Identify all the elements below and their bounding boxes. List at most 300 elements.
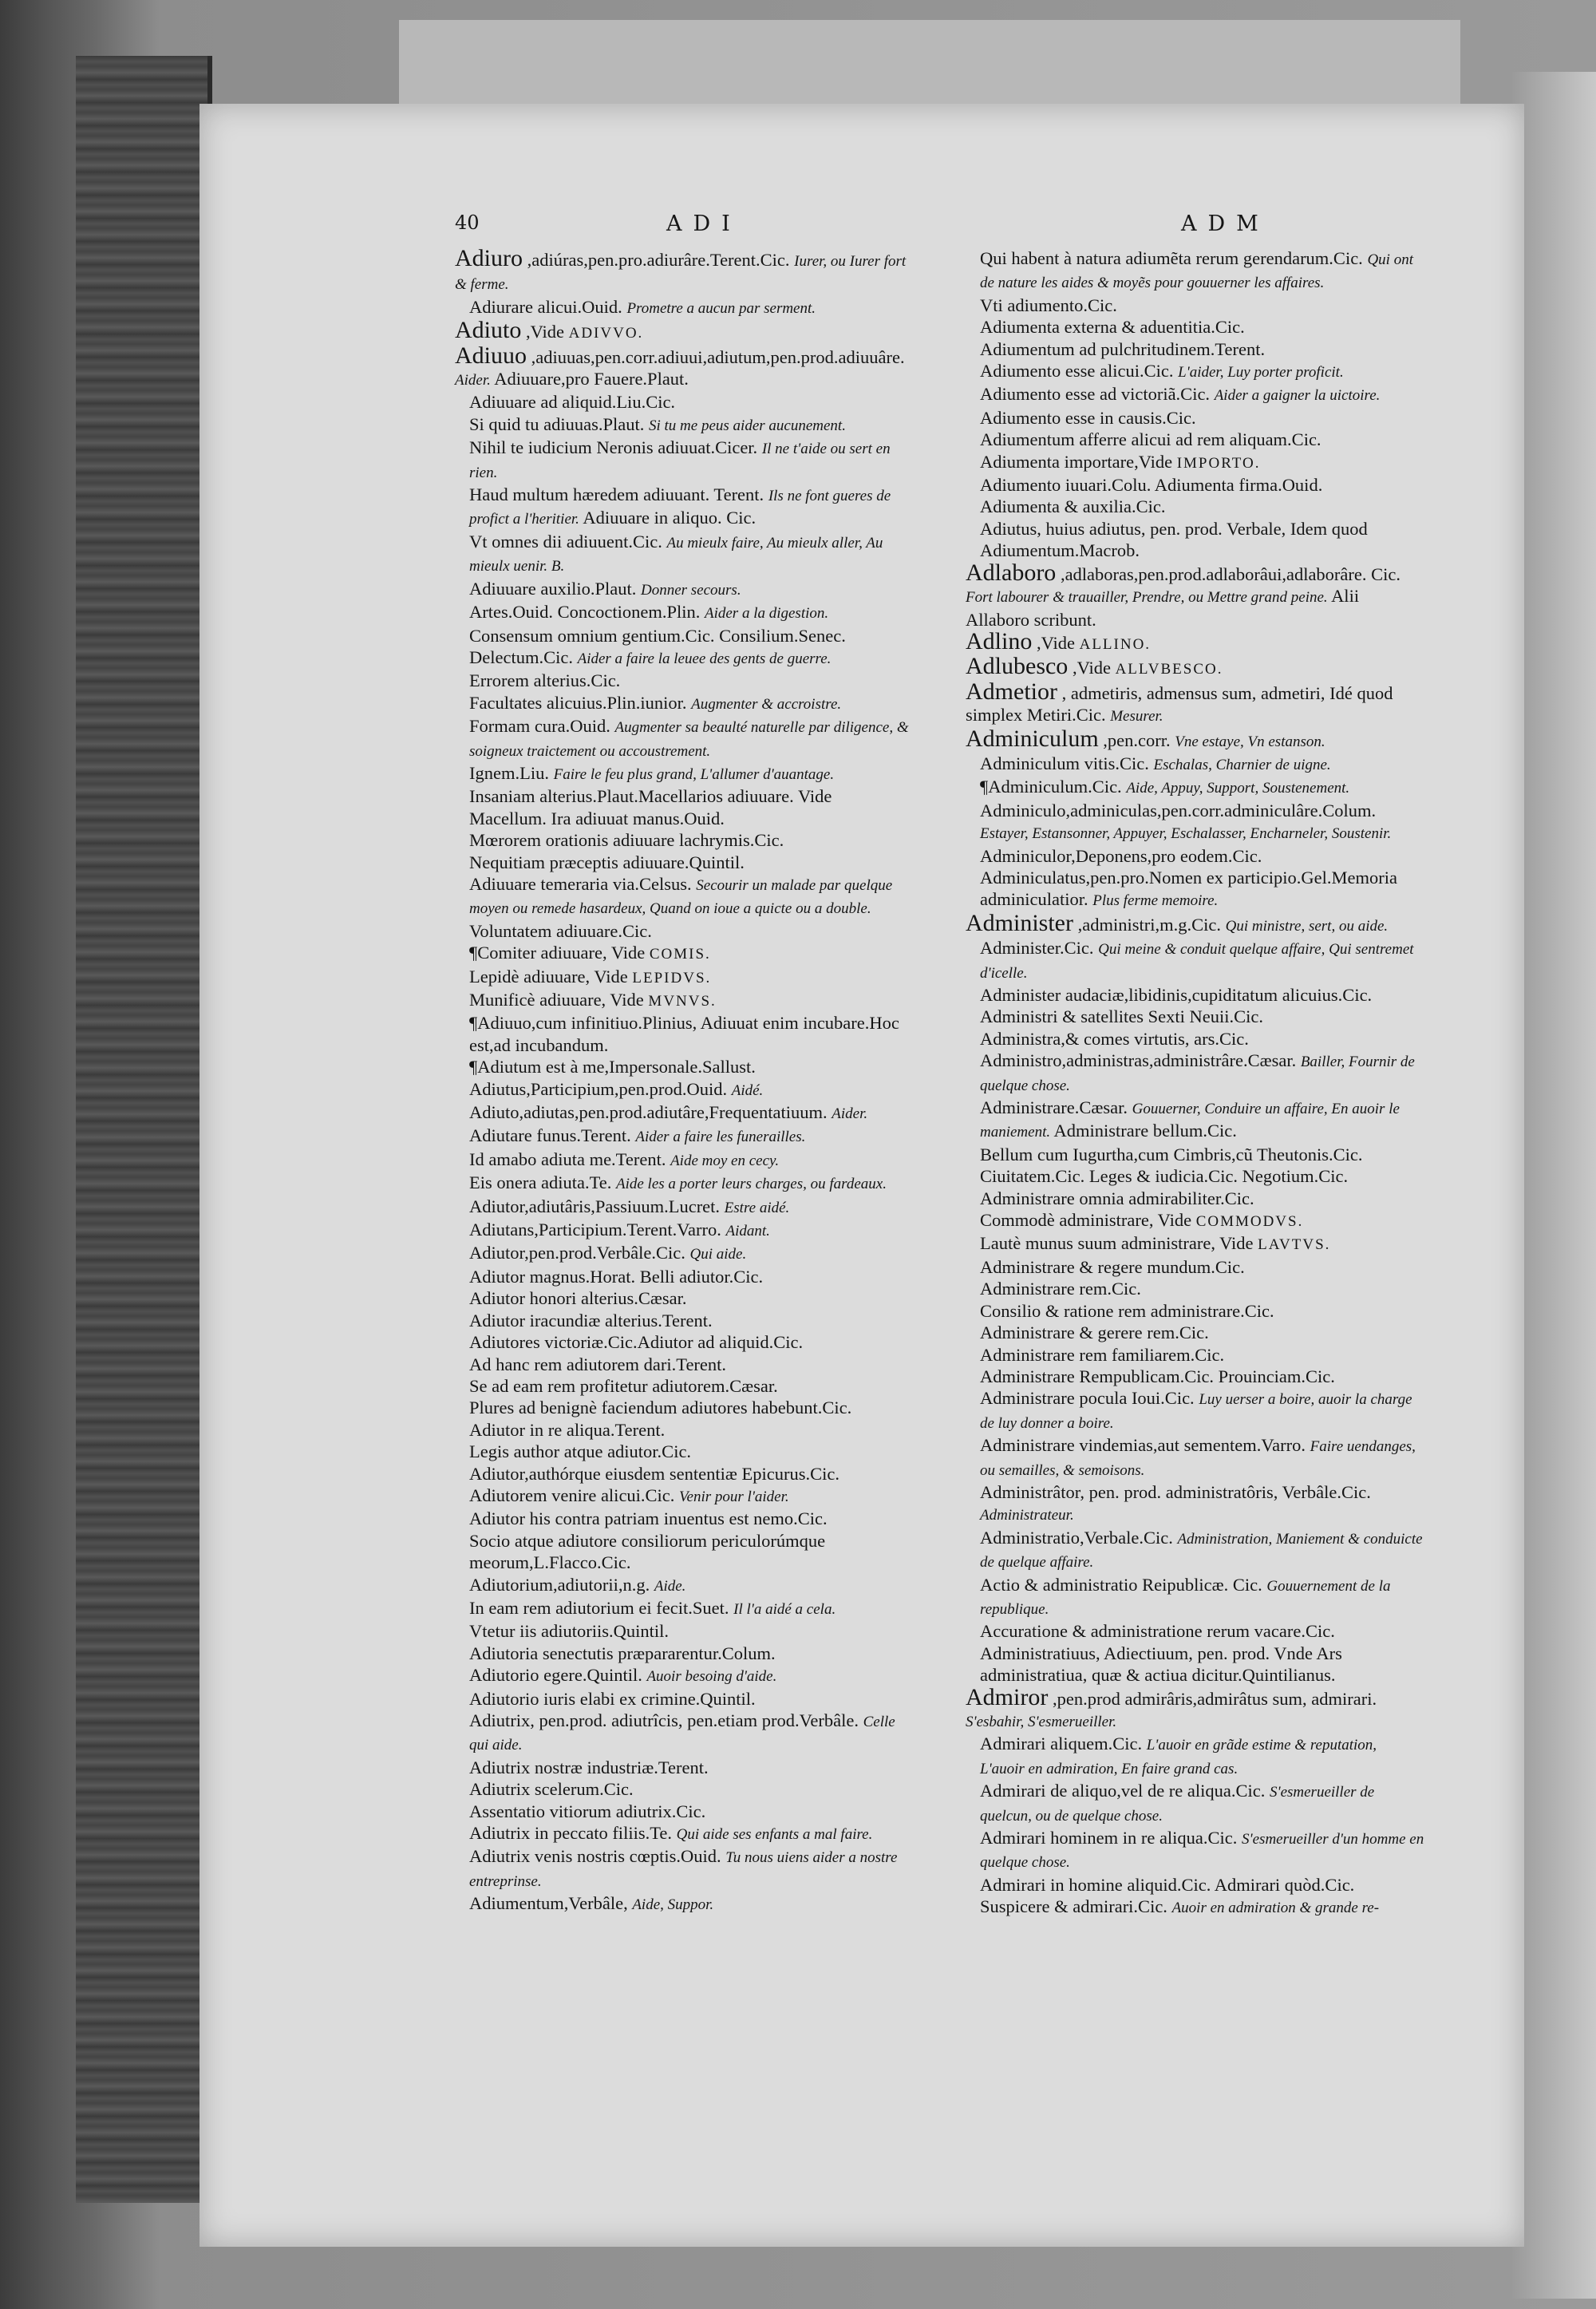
dictionary-entry xyxy=(455,1219,910,1242)
entry-french-gloss: Auoir en admiration & grande re- xyxy=(1171,1900,1380,1917)
entry-latin-text: Administratio,Verbale.Cic. xyxy=(980,1527,1173,1548)
entry-french-gloss: Aidant. xyxy=(725,1223,770,1240)
dictionary-entry xyxy=(455,1242,910,1265)
dictionary-entry xyxy=(455,1620,910,1642)
entry-cross-reference: IMPORTO. xyxy=(1176,454,1261,472)
entry-latin-text: ,adiúras,pen.pro.adiurâre.Terent.Cic. xyxy=(527,250,790,270)
entry-latin-text: Adiutrix, pen.prod. adiutrîcis, pen.etiam prod.Verbâle. xyxy=(469,1710,859,1730)
entry-headword: Adminiculum xyxy=(966,725,1099,752)
entry-latin-text: Adiutor iracundiæ alterius.Terent. xyxy=(469,1310,713,1330)
dictionary-entry xyxy=(966,1620,1424,1642)
entry-latin-text: Adminiculor,Deponens,pro eodem.Cic. xyxy=(980,845,1262,866)
entry-french-gloss: Luy uerser a boire, auoir la charge de luy donner a boire. xyxy=(980,1391,1412,1432)
dictionary-entry xyxy=(966,655,1424,680)
entry-latin-text: Eis onera adiuta.Te. xyxy=(469,1172,612,1193)
entry-latin-text: ,Vide xyxy=(525,322,569,342)
entry-latin-text: Adiumentum afferre alicui ad rem aliquam.Cic. xyxy=(980,429,1321,450)
dictionary-entry xyxy=(966,845,1424,867)
entry-french-gloss: Augmenter sa beaulté naturelle par diligence, & soigneux traictement ou accoustrement. xyxy=(469,719,909,760)
dictionary-entry xyxy=(966,1683,1424,1734)
entry-french-gloss: Au mieulx faire, Au mieulx aller, Au mieulx uenir. B. xyxy=(469,534,883,575)
entry-latin-text: Vtetur iis adiutoriis.Quintil. xyxy=(469,1621,669,1642)
dictionary-entry xyxy=(455,1597,910,1620)
entry-headword: Adiuro xyxy=(455,245,523,271)
dictionary-entry xyxy=(455,531,910,578)
entry-latin-text: Assentatio vitiorum adiutrix.Cic. xyxy=(469,1801,706,1821)
dictionary-entry xyxy=(455,1419,910,1441)
entry-french-gloss: Gouuerner, Conduire un affaire, En auoir le maniement. xyxy=(980,1101,1400,1141)
entry-latin-text: Adiumentum,Verbâle, xyxy=(469,1893,628,1914)
entry-french-gloss: Secourir un malade par quelque moyen ou remede hasardeux, Quand on ioue a quicte ou a double. xyxy=(469,876,893,918)
entry-latin-text: Adiumenta externa & aduentitia.Cic. xyxy=(980,317,1245,338)
entry-latin-text: Artes.Ouid. Concoctionem.Plin. xyxy=(469,602,701,623)
entry-headword: Adiuuo xyxy=(455,342,527,369)
entry-latin-text: ¶Adminiculum.Cic. xyxy=(980,777,1122,797)
entry-latin-text: Se ad eam rem profitetur adiutorem.Cæsar. xyxy=(469,1375,778,1396)
entry-latin-text: Suspicere & admirari.Cic. xyxy=(980,1896,1167,1917)
entry-latin-text: Mœrorem orationis adiuuare lachrymis.Cic. xyxy=(469,830,784,851)
entry-latin-text: Administrare Rempublicam.Cic. Prouinciam.Cic. xyxy=(980,1366,1335,1386)
entry-french-gloss: Estayer, Estansonner, Appuyer, Eschalasser, Encharneler, Soustenir. xyxy=(980,825,1392,843)
dictionary-entry xyxy=(455,1822,910,1845)
dictionary-entry xyxy=(455,1078,910,1101)
dictionary-entry xyxy=(455,1149,910,1172)
dictionary-entry xyxy=(455,1012,910,1056)
dictionary-entry xyxy=(966,559,1424,631)
entry-latin-text: Administrare vindemias,aut sementem.Varro. xyxy=(980,1435,1306,1456)
dictionary-entry xyxy=(455,670,910,691)
entry-french-gloss: Aider a faire les funerailles. xyxy=(635,1129,806,1146)
dictionary-entry xyxy=(455,296,910,319)
entry-latin-text: Lepidè adiuuare, Vide xyxy=(469,966,633,986)
entry-latin-text: Formam cura.Ouid. xyxy=(469,716,610,737)
entry-latin-text: ¶Adiutum est à me,Impersonale.Sallust. xyxy=(469,1057,756,1077)
right-column xyxy=(966,247,1424,1920)
entry-latin-text: Errorem alterius.Cic. xyxy=(469,670,621,691)
entry-latin-text: Plures ad benignè faciendum adiutores habebunt.Cic. xyxy=(469,1398,852,1418)
entry-latin-text: Adminiculo,adminiculas,pen.corr.adminiculâre.Colum. xyxy=(980,800,1377,820)
dictionary-entry xyxy=(966,1165,1424,1187)
entry-latin-text: Ad hanc rem adiutorem dari.Terent. xyxy=(469,1354,727,1374)
entry-cross-reference: LAVTVS. xyxy=(1258,1236,1331,1254)
entry-latin-text: Munificè adiuuare, Vide xyxy=(469,990,649,1010)
dictionary-entry xyxy=(455,578,910,601)
dictionary-entry xyxy=(455,873,910,942)
entry-latin-text: Adminiculatus,pen.pro.Nomen ex participio.Gel.Memoria adminiculatior. xyxy=(980,867,1397,910)
entry-french-gloss: Aider. xyxy=(455,372,491,389)
entry-latin-text: Adiumenta & auxilia.Cic. xyxy=(980,496,1166,517)
dictionary-entry xyxy=(966,383,1424,406)
entry-french-gloss: Aider a faire la leuee des gents de guerre. xyxy=(577,650,832,667)
entry-headword: Admiror xyxy=(966,1683,1049,1710)
entry-french-gloss: Qui meine & conduit quelque affaire, Qui sentremet d'icelle. xyxy=(980,941,1414,982)
torn-top-edge xyxy=(399,20,1460,110)
entry-latin-text: Adiumenta importare,Vide xyxy=(980,451,1177,472)
dictionary-entry xyxy=(455,1354,910,1375)
dictionary-entry xyxy=(966,627,1424,655)
entry-latin-text: Adiutare funus.Terent. xyxy=(469,1125,631,1146)
entry-headword: Adiuto xyxy=(455,317,522,344)
entry-latin-text: Adiutrix venis nostris cœptis.Ouid. xyxy=(469,1846,721,1867)
dictionary-entry xyxy=(966,1050,1424,1097)
dictionary-entry xyxy=(455,829,910,851)
dictionary-entry xyxy=(966,1827,1424,1874)
entry-french-gloss: Celle qui aide. xyxy=(469,1714,895,1754)
entry-french-gloss: S'esmerueiller de quelcun, ou de quelque chose. xyxy=(980,1784,1375,1825)
entry-cross-reference: ALLINO. xyxy=(1079,635,1152,653)
entry-latin-text: Ignem.Liu. xyxy=(469,762,549,783)
dictionary-entry xyxy=(455,1125,910,1148)
entry-headword: Adlaboro xyxy=(966,559,1057,586)
dictionary-entry xyxy=(455,1463,910,1485)
entry-latin-text: Consensum omnium gentium.Cic. Consilium.Senec. xyxy=(469,625,846,646)
entry-latin-text: Admirari hominem in re aliqua.Cic. xyxy=(980,1828,1238,1848)
entry-latin-text: ,administri,m.g.Cic. xyxy=(1077,914,1221,935)
entry-latin-text: Adiutrix nostræ industriæ.Terent. xyxy=(469,1757,709,1777)
entry-french-gloss: Tu nous uiens aider a nostre entreprinse. xyxy=(469,1849,898,1890)
dictionary-entry xyxy=(966,1144,1424,1165)
dictionary-entry xyxy=(455,1056,910,1077)
entry-latin-text: Id amabo adiuta me.Terent. xyxy=(469,1149,666,1169)
entry-latin-text: Adiutores victoriæ.Cic.Adiutor ad aliquid.Cic. xyxy=(469,1332,804,1353)
entry-latin-text: ,adlaboras,pen.prod.adlaborâui,adlaborâre. Cic. xyxy=(1060,563,1401,584)
entry-latin-text: Administrare & gerere rem.Cic. xyxy=(980,1323,1209,1343)
entry-latin-text: Adiutor,adiutâris,Passiuum.Lucret. xyxy=(469,1196,721,1216)
dictionary-entry xyxy=(455,319,910,344)
entry-latin-text: Administrare & regere mundum.Cic. xyxy=(980,1256,1245,1277)
entry-french-gloss: Qui aide. xyxy=(689,1246,747,1263)
dictionary-entry xyxy=(455,1757,910,1778)
entry-latin-text: Haud multum hæredem adiuuant. Terent. xyxy=(469,484,764,505)
dictionary-entry xyxy=(966,1874,1424,1896)
dictionary-entry xyxy=(966,725,1424,753)
entry-latin-text: Adiutrix scelerum.Cic. xyxy=(469,1779,634,1800)
entry-latin-text: Vt omnes dii adiuuent.Cic. xyxy=(469,531,662,552)
entry-latin-text: Adiutorio egere.Quintil. xyxy=(469,1665,642,1686)
entry-latin-text: Facultates alicuius.Plin.iunior. xyxy=(469,692,687,713)
entry-french-gloss: L'aider, Luy porter proficit. xyxy=(1178,364,1344,382)
dictionary-entry xyxy=(455,247,910,296)
entry-latin-text: Administri & satellites Sexti Neuii.Cic. xyxy=(980,1006,1263,1027)
dictionary-entry xyxy=(455,1485,910,1508)
dictionary-entry xyxy=(455,625,910,646)
dictionary-entry xyxy=(455,1664,910,1687)
entry-latin-text: Adiutorio iuris elabi ex crimine.Quintil. xyxy=(469,1688,756,1709)
dictionary-entry xyxy=(455,1287,910,1309)
dictionary-entry xyxy=(966,338,1424,360)
entry-latin-text: Adiuuare in aliquo. Cic. xyxy=(583,508,757,528)
entry-latin-text: Actio & administratio Reipublicæ. Cic. xyxy=(980,1574,1262,1595)
entry-cross-reference: ADIVVO. xyxy=(568,325,644,342)
dictionary-entry xyxy=(455,1778,910,1800)
dictionary-entry xyxy=(455,1101,910,1125)
dictionary-entry xyxy=(455,646,910,670)
dictionary-entry xyxy=(455,785,910,829)
dictionary-entry xyxy=(966,429,1424,450)
entry-latin-text: ,pen.prod admirâris,admirâtus sum, admirari. xyxy=(1052,1688,1377,1709)
entry-latin-text: Adiutor in re aliqua.Terent. xyxy=(469,1419,666,1440)
dictionary-entry xyxy=(455,1530,910,1574)
dictionary-entry xyxy=(455,762,910,785)
entry-cross-reference: MVNVS. xyxy=(648,993,717,1010)
entry-french-gloss: Il ne t'aide ou sert en rien. xyxy=(469,441,891,481)
entry-latin-text: Adminiculum vitis.Cic. xyxy=(980,753,1149,773)
entry-cross-reference: LEPIDVS. xyxy=(632,969,712,986)
entry-latin-text: Vti adiumento.Cic. xyxy=(980,295,1117,315)
dictionary-entry xyxy=(455,1375,910,1397)
entry-french-gloss: Aider a la digestion. xyxy=(704,605,829,623)
entry-french-gloss: Aider a gaigner la uictoire. xyxy=(1214,387,1381,405)
entry-latin-text: Admirari in homine aliquid.Cic. Admirari quòd.Cic. xyxy=(980,1874,1355,1895)
entry-latin-text: Adiuuare,pro Fauere.Plaut. xyxy=(494,369,689,389)
dictionary-entry xyxy=(966,1527,1424,1574)
dictionary-entry xyxy=(966,1232,1424,1255)
entry-latin-text: Adiumento esse ad victoriã.Cic. xyxy=(980,384,1211,405)
entry-latin-text: Adiumento esse in causis.Cic. xyxy=(980,407,1196,428)
entry-latin-text: Delectum.Cic. xyxy=(469,646,573,667)
entry-latin-text: ,Vide xyxy=(1072,658,1116,678)
dictionary-entry xyxy=(455,1643,910,1664)
entry-french-gloss: Il l'a aidé a cela. xyxy=(733,1600,836,1618)
entry-french-gloss: Vne estaye, Vn estanson. xyxy=(1175,733,1325,750)
entry-latin-text: Nihil te iudicium Neronis adiuuat.Cicer. xyxy=(469,437,758,458)
dictionary-entry xyxy=(966,1366,1424,1387)
entry-french-gloss: Qui ministre, sert, ou aide. xyxy=(1225,917,1389,935)
entry-french-gloss: Gouuernement de la republique. xyxy=(980,1577,1391,1618)
dictionary-entry xyxy=(455,1441,910,1462)
entry-french-gloss: Aide, Suppor. xyxy=(632,1896,714,1914)
entry-latin-text: Adiumentum ad pulchritudinem.Terent. xyxy=(980,338,1266,359)
dictionary-entry xyxy=(966,909,1424,937)
entry-latin-text: Administrare omnia admirabiliter.Cic. xyxy=(980,1188,1254,1208)
dictionary-entry xyxy=(966,1643,1424,1686)
entry-french-gloss: Faire le feu plus grand, L'allumer d'auantage. xyxy=(553,765,835,783)
entry-french-gloss: Venir pour l'aider. xyxy=(679,1488,789,1505)
entry-french-gloss: L'auoir en grãde estime & reputation, L'auoir en admiration, En faire grand cas. xyxy=(980,1737,1377,1777)
entry-latin-text: Ciuitatem.Cic. Leges & iudicia.Cic. Negotium.Cic. xyxy=(980,1166,1349,1187)
entry-latin-text: Adiutus, huius adiutus, pen. prod. Verbale, Idem quod Adiumentum.Macrob. xyxy=(980,518,1368,561)
page-number: 40 xyxy=(455,212,480,234)
entry-latin-text: In eam rem adiutorium ei fecit.Suet. xyxy=(469,1597,729,1618)
dictionary-entry xyxy=(455,715,910,762)
dictionary-entry xyxy=(455,966,910,989)
entry-french-gloss: Si tu me peus aider aucunement. xyxy=(649,417,846,434)
entry-latin-text: ¶Comiter adiuuare, Vide xyxy=(469,943,650,963)
dictionary-entry xyxy=(455,1310,910,1331)
entry-latin-text: Administra,& comes virtutis, ars.Cic. xyxy=(980,1028,1249,1049)
entry-latin-text: Adiutus,Participium,pen.prod.Ouid. xyxy=(469,1078,728,1099)
dictionary-entry xyxy=(966,1387,1424,1434)
dictionary-entry xyxy=(455,342,910,392)
entry-cross-reference: ALLVBESCO. xyxy=(1115,661,1223,678)
dictionary-entry xyxy=(455,1801,910,1822)
dictionary-entry xyxy=(966,1097,1424,1144)
entry-latin-text: Adiurare alicui.Ouid. xyxy=(469,296,622,317)
entry-latin-text: Administratiuus, Adiectiuum, pen. prod. Vnde Ars administratiua, quæ & actiua dicitur.Quintilianus. xyxy=(980,1643,1342,1686)
dictionary-entry xyxy=(455,692,910,715)
dictionary-entry xyxy=(966,867,1424,912)
entry-latin-text: Consilio & ratione rem administrare.Cic. xyxy=(980,1300,1274,1321)
entry-latin-text: Legis author atque adiutor.Cic. xyxy=(469,1441,692,1462)
entry-latin-text: ,Vide xyxy=(1036,632,1080,653)
book-binding-spine xyxy=(76,56,212,2203)
entry-french-gloss: Aide moy en cecy. xyxy=(670,1152,780,1169)
entry-latin-text: Administrare pocula Ioui.Cic. xyxy=(980,1388,1195,1409)
entry-latin-text: Adiutor his contra patriam inuentus est nemo.Cic. xyxy=(469,1508,828,1529)
dictionary-entry xyxy=(455,484,910,531)
entry-latin-text: Adiutor,pen.prod.Verbâle.Cic. xyxy=(469,1243,685,1263)
entry-cross-reference: COMIS. xyxy=(649,946,711,963)
entry-french-gloss: Eschalas, Charnier de uigne. xyxy=(1153,756,1331,773)
entry-latin-text: Administrare rem.Cic. xyxy=(980,1279,1141,1299)
entry-french-gloss: Ils ne font gueres de profict a l'heritier. xyxy=(469,488,891,528)
entry-french-gloss: S'esbahir, S'esmerueiller. xyxy=(966,1714,1117,1730)
entry-french-gloss: Bailler, Fournir de quelque chose. xyxy=(980,1054,1415,1094)
dictionary-entry xyxy=(966,1256,1424,1278)
dictionary-entry xyxy=(966,496,1424,517)
entry-latin-text: ¶Adiuuo,cum infinitiuo.Plinius, Adiuuat enim incubare.Hoc est,ad incubandum. xyxy=(469,1013,899,1055)
entry-latin-text: Adiutans,Participium.Terent.Varro. xyxy=(469,1220,721,1240)
dictionary-entry xyxy=(455,391,910,413)
entry-latin-text: Adiumento esse alicui.Cic. xyxy=(980,361,1174,382)
entry-latin-text: Alii Allaboro scribunt. xyxy=(966,586,1360,630)
entry-cross-reference: COMMODVS. xyxy=(1195,1213,1304,1231)
entry-latin-text: Administro,administras,administrâre.Cæsar. xyxy=(980,1050,1297,1071)
dictionary-entry xyxy=(966,1188,1424,1209)
entry-headword: Administer xyxy=(966,909,1073,936)
dictionary-entry xyxy=(966,1896,1424,1919)
entry-latin-text: Adiutor magnus.Horat. Belli adiutor.Cic. xyxy=(469,1266,764,1287)
dictionary-entry xyxy=(966,316,1424,338)
entry-latin-text: Administer.Cic. xyxy=(980,938,1094,959)
entry-french-gloss: Aide, Appuy, Support, Soustenement. xyxy=(1126,780,1350,797)
entry-latin-text: Voluntatem adiuuare.Cic. xyxy=(469,920,652,941)
dictionary-entry xyxy=(455,1397,910,1418)
entry-latin-text: Adiuuare ad aliquid.Liu.Cic. xyxy=(469,392,676,413)
entry-french-gloss: Iurer, ou Iurer fort & ferme. xyxy=(455,253,907,294)
dictionary-entry xyxy=(455,1688,910,1710)
dictionary-entry xyxy=(966,1322,1424,1343)
entry-french-gloss: Prometre a aucun par serment. xyxy=(626,299,816,317)
entry-latin-text: ,pen.corr. xyxy=(1103,729,1171,750)
entry-latin-text: Adiuuare auxilio.Plaut. xyxy=(469,578,637,599)
entry-latin-text: Administrare bellum.Cic. xyxy=(1053,1121,1237,1141)
dictionary-entry xyxy=(455,852,910,873)
dictionary-entry xyxy=(455,1196,910,1219)
entry-french-gloss: Aide. xyxy=(654,1577,686,1595)
dictionary-entry xyxy=(455,989,910,1012)
dictionary-entry xyxy=(966,295,1424,316)
entry-latin-text: Qui habent à natura adiumẽta rerum gerendarum.Cic. xyxy=(980,248,1363,268)
entry-french-gloss: Qui ont de nature les aides & moyẽs pour gouuerner les affaires. xyxy=(980,251,1413,292)
dictionary-entry xyxy=(966,1006,1424,1027)
dictionary-entry xyxy=(455,437,910,484)
dictionary-entry xyxy=(966,451,1424,474)
entry-french-gloss: Augmenter & accroistre. xyxy=(691,695,842,713)
left-column xyxy=(455,247,910,1916)
dictionary-entry xyxy=(455,1266,910,1287)
entry-latin-text: Admirari de aliquo,vel de re aliqua.Cic. xyxy=(980,1781,1266,1801)
entry-french-gloss: Aidé. xyxy=(731,1081,764,1099)
entry-latin-text: Administer audaciæ,libidinis,cupiditatum alicuius.Cic. xyxy=(980,985,1373,1005)
entry-french-gloss: Aide les a porter leurs charges, ou fardeaux. xyxy=(615,1176,887,1193)
entry-french-gloss: Administration, Maniement & conduicte de quelque affaire. xyxy=(980,1530,1423,1572)
entry-latin-text: Lautè munus suum administrare, Vide xyxy=(980,1233,1258,1254)
dictionary-entry xyxy=(966,360,1424,383)
dictionary-entry xyxy=(966,1300,1424,1322)
dictionary-entry xyxy=(455,1508,910,1529)
dictionary-entry xyxy=(966,1028,1424,1050)
dictionary-entry xyxy=(455,413,910,437)
dictionary-entry xyxy=(455,1331,910,1353)
running-header xyxy=(243,212,1528,243)
dictionary-entry xyxy=(455,1892,910,1916)
entry-french-gloss: Administrateur. xyxy=(980,1507,1074,1524)
dictionary-entry xyxy=(966,678,1424,728)
entry-latin-text: Nequitiam præceptis adiuuare.Quintil. xyxy=(469,852,745,872)
entry-latin-text: Adiutor,authórque eiusdem sententiæ Epicurus.Cic. xyxy=(469,1463,840,1484)
entry-french-gloss: Donner secours. xyxy=(640,581,741,599)
entry-headword: Admetior xyxy=(966,678,1057,705)
dictionary-entry xyxy=(966,518,1424,562)
page-content xyxy=(243,212,1528,2231)
entry-latin-text: Bellum cum Iugurtha,cum Cimbris,cũ Theutonis.Cic. xyxy=(980,1144,1363,1164)
dictionary-entry xyxy=(966,1780,1424,1827)
entry-latin-text: , admetiris, admensus sum, admetiri, Idé quod simplex Metiri.Cic. xyxy=(966,682,1393,726)
entry-latin-text: Adiuuare temeraria via.Celsus. xyxy=(469,873,692,894)
dictionary-entry xyxy=(455,942,910,965)
entry-french-gloss: Auoir besoing d'aide. xyxy=(646,1668,777,1686)
dictionary-entry xyxy=(966,1733,1424,1780)
entry-latin-text: Adiutorem venire alicui.Cic. xyxy=(469,1485,675,1505)
entry-latin-text: Administrare.Cæsar. xyxy=(980,1097,1128,1118)
entry-french-gloss: Qui aide ses enfants a mal faire. xyxy=(676,1826,873,1844)
dictionary-entry xyxy=(455,601,910,624)
dictionary-entry xyxy=(455,1845,910,1892)
entry-latin-text: Adiumento iuuari.Colu. Adiumenta firma.Ouid. xyxy=(980,475,1323,496)
entry-latin-text: Adiutorium,adiutorii,n.g. xyxy=(469,1574,650,1595)
entry-french-gloss: Plus ferme memoire. xyxy=(1092,892,1219,910)
entry-latin-text: Accuratione & administratione rerum vacare.Cic. xyxy=(980,1621,1335,1642)
entry-french-gloss: Faire uendanges, ou semailles, & semoisons. xyxy=(980,1438,1416,1479)
right-column-head: ADM xyxy=(1181,212,1270,236)
entry-french-gloss: Mesurer. xyxy=(1110,708,1163,726)
dictionary-entry xyxy=(966,776,1424,799)
entry-latin-text: Adiuto,adiutas,pen.prod.adiutâre,Frequentatiuum. xyxy=(469,1102,828,1123)
dictionary-entry xyxy=(966,1209,1424,1232)
entry-french-gloss: Estre aidé. xyxy=(724,1199,790,1216)
entry-latin-text: Administrâtor, pen. prod. administratôris, Verbâle.Cic. xyxy=(980,1481,1371,1502)
entry-latin-text: Admirari aliquem.Cic. xyxy=(980,1734,1143,1754)
entry-french-gloss: Aider. xyxy=(832,1105,868,1123)
dictionary-entry xyxy=(966,247,1424,295)
dictionary-entry xyxy=(966,474,1424,496)
dictionary-entry xyxy=(966,1574,1424,1621)
entry-latin-text: Socio atque adiutore consiliorum periculorúmque meorum,L.Flacco.Cic. xyxy=(469,1530,826,1573)
entry-latin-text: ,adiuuas,pen.corr.adiuui,adiutum,pen.prod.adiuuâre. xyxy=(531,346,905,367)
dictionary-entry xyxy=(966,1344,1424,1366)
dictionary-entry xyxy=(455,1574,910,1597)
dictionary-entry xyxy=(966,800,1424,845)
entry-latin-text: Commodè administrare, Vide xyxy=(980,1210,1196,1231)
entry-latin-text: Administrare rem familiarem.Cic. xyxy=(980,1344,1225,1365)
entry-headword: Adlino xyxy=(966,627,1033,654)
dictionary-entry xyxy=(966,753,1424,776)
entry-headword: Adlubesco xyxy=(966,653,1069,680)
entry-french-gloss: S'esmerueiller d'un homme en quelque chose. xyxy=(980,1831,1424,1872)
dictionary-entry xyxy=(966,1481,1424,1527)
entry-latin-text: Insaniam alterius.Plaut.Macellarios adiuuare. Vide Macellum. Ira adiuuat manus.Ouid. xyxy=(469,786,832,828)
